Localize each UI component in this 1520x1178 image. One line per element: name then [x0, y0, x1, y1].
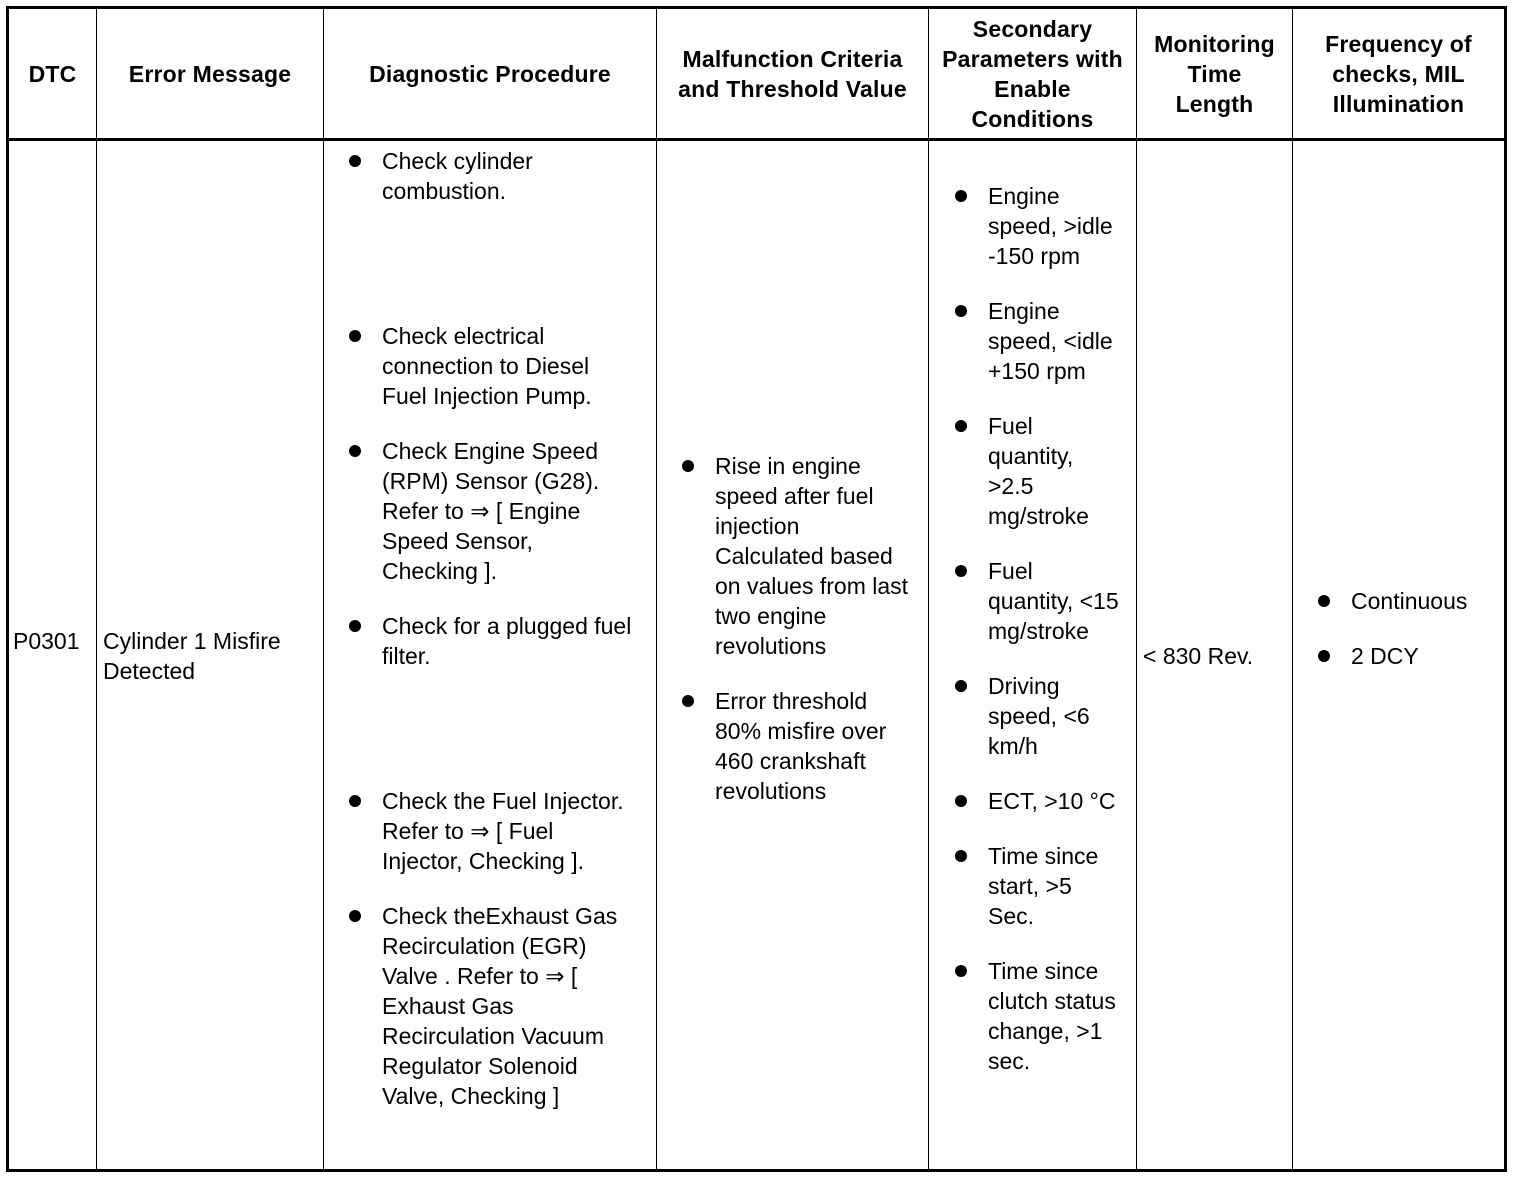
column-divider [323, 9, 324, 1169]
bullet-icon [1318, 595, 1330, 607]
secondary-item: ECT, >10 °C [955, 786, 1115, 816]
column-divider [1136, 9, 1137, 1169]
secondary-item: Fuel quantity, >2.5 mg/stroke [955, 411, 1089, 531]
bullet-icon [349, 620, 361, 632]
malfunction-item: Rise in engine speed after fuel injection Calculated based on values from last two engine revolutions [682, 451, 908, 661]
procedure-item: Check electrical connection to Diesel Fuel Injection Pump. [349, 321, 592, 411]
frequency-item: Continuous [1318, 586, 1467, 616]
secondary-item: Engine speed, <idle +150 rpm [955, 296, 1113, 386]
secondary-item: Fuel quantity, <15 mg/stroke [955, 556, 1119, 646]
bullet-icon [955, 190, 967, 202]
frequency-item: 2 DCY [1318, 641, 1419, 671]
procedure-item: Check Engine Speed (RPM) Sensor (G28). Refer to ⇒ [ Engine Speed Sensor, Checking ]. [349, 436, 599, 586]
header-dtc: DTC [28, 60, 77, 87]
secondary-item: Time since clutch status change, >1 sec. [955, 956, 1116, 1076]
monitoring-time-value: < 830 Rev. [1143, 643, 1254, 669]
header-monitoring-time: Monitoring Time Length [1154, 30, 1275, 117]
procedure-item: Check cylinder combustion. [349, 146, 533, 206]
bullet-icon [955, 850, 967, 862]
bullet-icon [955, 420, 967, 432]
bullet-icon [955, 680, 967, 692]
header-frequency: Frequency of checks, MIL Illumination [1325, 30, 1472, 117]
header-error-message: Error Message [128, 60, 292, 87]
bullet-icon [955, 965, 967, 977]
procedure-item: Check theExhaust Gas Recirculation (EGR) Valve . Refer to ⇒ [ Exhaust Gas Recirculation Vacuum Regulator Solenoid Valve, Checking ] [349, 901, 617, 1111]
secondary-item: Driving speed, <6 km/h [955, 671, 1090, 761]
header-secondary-parameters: Secondary Parameters with Enable Conditions [942, 15, 1123, 132]
secondary-item: Engine speed, >idle -150 rpm [955, 181, 1113, 271]
error-message: Cylinder 1 Misfire Detected [103, 628, 281, 684]
procedure-item: Check the Fuel Injector. Refer to ⇒ [ Fuel Injector, Checking ]. [349, 786, 624, 876]
bullet-icon [682, 460, 694, 472]
header-malfunction-criteria: Malfunction Criteria and Threshold Value [678, 45, 907, 102]
bullet-icon [955, 565, 967, 577]
column-divider [1292, 9, 1293, 1169]
secondary-item: Time since start, >5 Sec. [955, 841, 1098, 931]
header-diagnostic-procedure: Diagnostic Procedure [369, 60, 611, 87]
bullet-icon [682, 695, 694, 707]
dtc-table [6, 6, 1507, 1172]
bullet-icon [955, 795, 967, 807]
column-divider [656, 9, 657, 1169]
header-divider [9, 138, 1504, 141]
column-divider [96, 9, 97, 1169]
bullet-icon [349, 910, 361, 922]
bullet-icon [349, 155, 361, 167]
malfunction-item: Error threshold 80% misfire over 460 crankshaft revolutions [682, 686, 886, 806]
bullet-icon [955, 305, 967, 317]
bullet-icon [349, 445, 361, 457]
bullet-icon [349, 795, 361, 807]
dtc-code: P0301 [13, 628, 80, 654]
procedure-item: Check for a plugged fuel filter. [349, 611, 631, 671]
column-divider [928, 9, 929, 1169]
bullet-icon [1318, 650, 1330, 662]
bullet-icon [349, 330, 361, 342]
